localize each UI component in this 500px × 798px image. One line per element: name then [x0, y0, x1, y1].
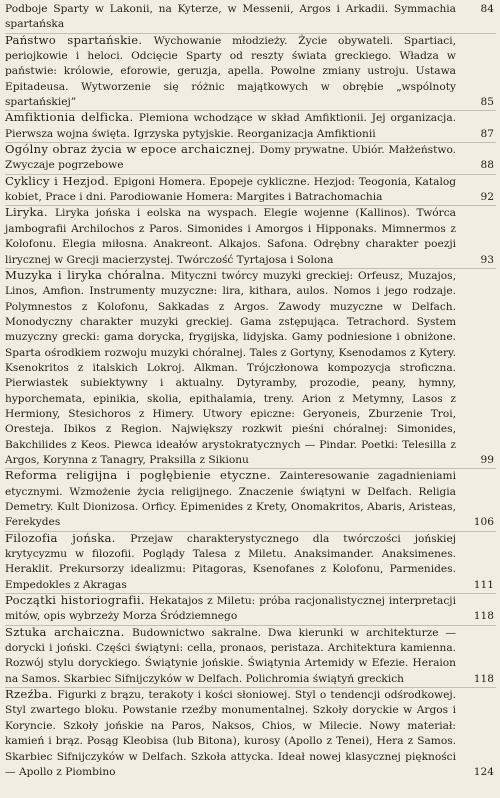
toc-entry	[5, 625, 496, 687]
entry-divider	[5, 33, 496, 34]
toc-entry	[5, 468, 496, 530]
page-number: 84	[480, 3, 494, 15]
entry-text: Wychowanie młodzieży. Życie obywateli. Spartiaci, periojkowie i heloci. Odcięcie Sparty od reszty świata greckiego. Władza w państwie: królowie, eforowie, geruzja, apella. Powolne zmiany ustroju. Ustawa Epitadeusa. Wytworzenie się różnic majątkowych w obrębie „wspólnoty spartańskiej”	[5, 34, 456, 109]
entry-divider	[5, 625, 496, 626]
entry-text: Budownictwo sakralne. Dwa kierunki w architekturze — dorycki i joński. Części świątyni: cella, pronaos, peristaza. Architektura kamienna. Rozwój stylu doryckiego. Świątynie jońskie. Świątynia Artemidy w Efezie. Heraion na Samos. Skarbiec Sifnijczyków w Delfach. Polichromia świątyń greckich	[5, 626, 456, 685]
entry-text: Epigoni Homera. Epopeje cykliczne. Hezjod: Teogonia, Katalog kobiet, Prace i dni. Parodiowanie Homera: Margites i Batrachomachia	[5, 175, 456, 204]
page-number: 118	[473, 672, 494, 685]
entry-text: Przejaw charakterystycznego dla twórczości jońskiej krytycyzmu w filozofii. Poglądy Talesa z Miletu. Anaksimander. Anaksimenes. Heraklit. Prekursorzy idealizmu: Pitagoras, Ksenofanes z Kolofonu, Parmenides. Empedokles z Akragas	[5, 532, 456, 591]
page-number: 118	[473, 610, 494, 623]
toc-entry	[5, 205, 496, 267]
toc-entry	[5, 174, 496, 206]
entry-heading: Państwo spartańskie.	[5, 32, 154, 47]
entry-text: Mityczni twórcy muzyki greckiej: Orfeusz, Muzajos, Linos, Amfion. Instrumenty muzyczne: lira, kithara, aulos. Nomos i jego rodzaje. Polymnestos z Kolofonu, Sakkadas z Argos. Zawody muzyczne w Delfach. Monodyczny charakter muzyki greckiej. Gama zstępująca. Tetrachord. System muzyczny grecki: gama dorycka, frygijska, lidyjska. Gamy podniesione i obniżone. Sparta ośrodkiem rozwoju muzyki chóralnej. Tales z Gortyny, Ksenodamos z Kytery. Ksenokritos z italskich Lokroj. Alkman. Trójczłonowa kompozycja stroficzna. Pierwiastek subiektywny i aktualny. Dytyramby, prozodie, peany, hymny, hyporchemata, epinikia, skolia, epithalamia, treny. Arion z Metymny, Lasos z Hermiony, Stesichoros z Himery. Utwory epiczne: Geryoneis, Zburzenie Troi, Oresteja. Ibikos z Region. Największy rozkwit pieśni chóralnej: Simonides, Bakchilides z Keos. Piewca ideałów arystokratycznych — Pindar. Poetki: Telesilla z Argos, Korynna z Tanagry, Praksilla z Sikionu	[5, 269, 456, 466]
page-number: 99	[480, 453, 494, 466]
entry-divider	[5, 687, 496, 688]
toc-entry	[5, 531, 496, 593]
entry-text: Plemiona wchodzące w skład Amfiktionii. Jej organizacja. Pierwsza wojna święta. Igrzyska pytyjskie. Reorganizacja Amfiktionii	[5, 112, 456, 140]
page-number: 87	[480, 127, 494, 140]
page-number: 124	[473, 765, 494, 778]
entry-divider	[5, 268, 496, 269]
entry-divider	[5, 110, 496, 111]
toc-entry	[5, 687, 496, 780]
entry-divider	[5, 205, 496, 206]
entry-heading: Początki historiografii.	[5, 593, 150, 608]
entry-text: Liryka jońska i eolska na wyspach. Elegie wojenne (Kallinos). Twórca jambografii Archilochos z Paros. Simonides i Amorgos i Hipponaks. Mimnermos z Kolofonu. Elegia miłosna. Anakreont. Alkajos. Safona. Odrębny charakter poezji lirycznej w Grecji macierzystej. Twórczość Tyrtajosa i Solona	[5, 207, 456, 266]
entry-text: Hekatajos z Miletu: próba racjonalistycznej interpretacji mitów, opis wybrzeży Morza Śródziemnego	[5, 595, 456, 623]
page-number: 85	[480, 96, 494, 109]
entry-heading: Muzyka i liryka chóralna.	[5, 267, 171, 282]
entry-divider	[5, 593, 496, 594]
page-number: 92	[480, 191, 494, 204]
toc-entry	[5, 268, 496, 468]
entry-heading: Reforma religijna i pogłębienie etyczne.	[5, 468, 280, 483]
entry-divider	[5, 531, 496, 532]
entry-divider	[5, 142, 496, 143]
entry-heading: Sztuka archaiczna.	[5, 624, 132, 639]
entry-heading: Cyklicy i Hezjod.	[5, 173, 114, 188]
page-number: 93	[480, 253, 494, 266]
toc-entry	[5, 142, 496, 174]
entry-text: Podboje Sparty w Lakonii, na Kyterze, w Messenii, Argos i Arkadii. Symmachia spartańska	[5, 3, 456, 31]
toc-entry	[5, 2, 496, 33]
entry-heading: Liryka.	[5, 205, 55, 220]
entry-heading: Amfiktionia delficka.	[5, 110, 139, 125]
toc-entry	[5, 593, 496, 625]
entry-divider	[5, 174, 496, 175]
toc-entry	[5, 110, 496, 142]
page-number: 88	[480, 159, 494, 172]
page-number: 111	[473, 578, 494, 591]
toc-entry	[5, 33, 496, 111]
entry-divider	[5, 468, 496, 469]
entry-text: Domy prywatne. Ubiór. Małżeństwo. Zwyczaje pogrzebowe	[5, 144, 456, 172]
entry-heading: Filozofia jońska.	[5, 530, 131, 545]
page-number: 106	[473, 516, 494, 529]
entry-text: Zainteresowanie zagadnieniami etycznymi. Wzmożenie życia religijnego. Znaczenie świątyni w Delfach. Religia Demetry. Kult Dionizosa. Orficy. Epimenides z Krety, Onomakritos, Abaris, Aristeas, Ferekydes	[5, 470, 456, 529]
entry-text: Figurki z brązu, terakoty i kości słoniowej. Styl o tendencji odśrodkowej. Styl zwartego bloku. Powstanie rzeźby monumentalnej. Szkoły doryckie w Argos i Koryncie. Szkoły jońskie na Paros, Naksos, Chios, w Milecie. Nowy materiał: kamień i brąz. Posąg Kleobisa (lub Bitona), kurosy (Apollo z Tenei), Hera z Samos. Skarbiec Sifnijczyków w Delfach. Szkoła attycka. Ideał nowej klasycznej piękności — Apollo z Piombino	[5, 689, 457, 778]
entry-heading: Rzeźba.	[5, 687, 58, 702]
entry-heading: Ogólny obraz życia w epoce archaicznej.	[5, 142, 260, 157]
